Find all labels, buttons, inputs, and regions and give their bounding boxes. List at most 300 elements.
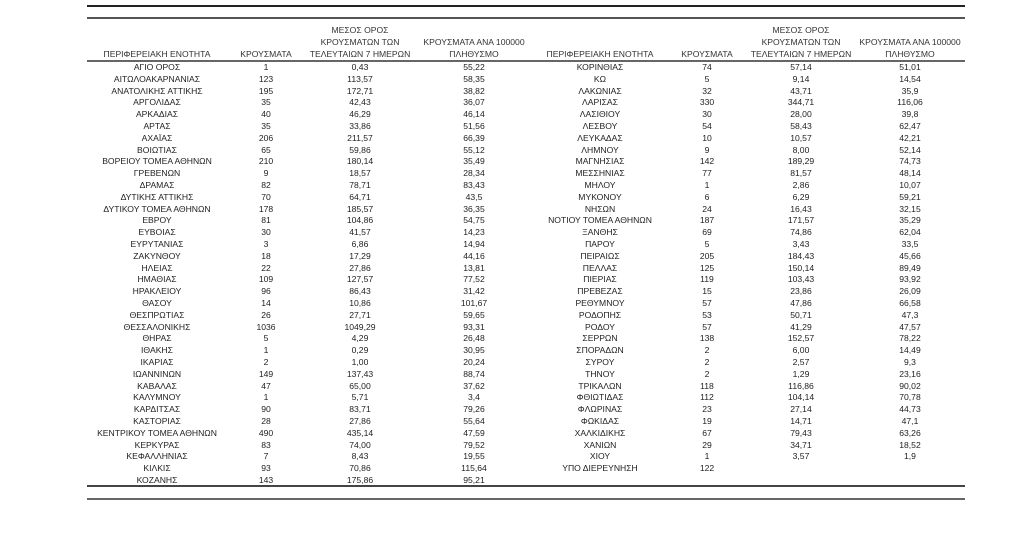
cell-per100k: 47,57 bbox=[899, 321, 921, 332]
cell-per100k: 77,52 bbox=[463, 274, 485, 285]
table-row bbox=[87, 109, 533, 121]
cell-cases: 143 bbox=[258, 474, 274, 485]
cell-cases: 35 bbox=[261, 120, 271, 131]
right-table-panel bbox=[533, 24, 965, 475]
cell-cases: 138 bbox=[699, 333, 715, 344]
cell-cases: 1 bbox=[263, 392, 269, 403]
cell-per100k: 51,01 bbox=[899, 62, 921, 72]
cell-cases: 5 bbox=[704, 73, 710, 84]
cell-region: ΠΙΕΡΙΑΣ bbox=[583, 274, 617, 285]
cell-per100k: 38,82 bbox=[463, 85, 485, 96]
cell-avg7: 43,71 bbox=[790, 85, 812, 96]
table-row bbox=[533, 74, 965, 86]
cell-per100k: 32,15 bbox=[899, 203, 921, 214]
table-row bbox=[87, 322, 533, 334]
cell-cases: 2 bbox=[263, 356, 269, 367]
bottom-rule-secondary bbox=[87, 498, 965, 500]
table-row bbox=[533, 451, 965, 463]
cell-region: ΒΟΡΕΙΟΥ ΤΟΜΕΑ ΑΘΗΝΩΝ bbox=[102, 156, 212, 167]
header-per100k-line2: ΠΛΗΘΥΣΜΟ bbox=[885, 49, 935, 59]
table-row bbox=[87, 333, 533, 345]
cell-per100k: 79,52 bbox=[463, 439, 485, 450]
table-row bbox=[533, 286, 965, 298]
cell-cases: 35 bbox=[261, 97, 271, 108]
cell-region: ΜΑΓΝΗΣΙΑΣ bbox=[575, 156, 625, 167]
table-row bbox=[533, 440, 965, 452]
cell-region: ΗΡΑΚΛΕΙΟΥ bbox=[132, 286, 182, 297]
cell-region: ΡΟΔΟΠΗΣ bbox=[578, 309, 622, 320]
header-per100k-line1: ΚΡΟΥΣΜΑΤΑ ΑΝΑ 100000 bbox=[859, 37, 961, 47]
cell-per100k: 90,02 bbox=[899, 380, 921, 391]
cell-avg7: 6,29 bbox=[792, 191, 810, 202]
table-row bbox=[87, 168, 533, 180]
cell-avg7: 74,86 bbox=[790, 227, 812, 238]
cell-region: ΜΗΛΟΥ bbox=[584, 179, 616, 190]
cell-per100k: 59,65 bbox=[463, 309, 485, 320]
cell-cases: 3 bbox=[263, 238, 269, 249]
table-row bbox=[533, 180, 965, 192]
header-avg7-line1: ΜΕΣΟΣ ΟΡΟΣ bbox=[331, 25, 389, 35]
cell-region: ΝΟΤΙΟΥ ΤΟΜΕΑ ΑΘΗΝΩΝ bbox=[548, 215, 652, 226]
cell-cases: 5 bbox=[704, 238, 710, 249]
cell-avg7: 27,86 bbox=[349, 415, 371, 426]
table-row bbox=[87, 121, 533, 133]
cell-region: ΘΕΣΠΡΩΤΙΑΣ bbox=[129, 309, 185, 320]
cell-region: ΛΗΜΝΟΥ bbox=[581, 144, 619, 155]
cell-region: ΑΓΙΟ ΟΡΟΣ bbox=[133, 62, 181, 72]
cell-per100k: 9,3 bbox=[904, 356, 916, 367]
cell-avg7: 184,43 bbox=[787, 250, 815, 261]
cell-region: ΘΗΡΑΣ bbox=[142, 333, 172, 344]
cell-region: ΚΕΦΑΛΛΗΝΙΑΣ bbox=[126, 451, 188, 462]
table-row bbox=[87, 192, 533, 204]
cell-per100k: 48,14 bbox=[899, 168, 921, 179]
cell-avg7: 47,86 bbox=[790, 297, 812, 308]
cell-per100k: 14,94 bbox=[463, 238, 485, 249]
cell-cases: 330 bbox=[699, 97, 715, 108]
cell-avg7: 113,57 bbox=[347, 73, 373, 84]
cell-region: ΝΗΣΩΝ bbox=[584, 203, 616, 214]
table-row bbox=[87, 263, 533, 275]
cell-per100k: 83,43 bbox=[463, 179, 485, 190]
table-row bbox=[533, 381, 965, 393]
cell-cases: 125 bbox=[699, 262, 715, 273]
header-avg7-line2: ΚΡΟΥΣΜΑΤΩΝ ΤΩΝ bbox=[761, 37, 841, 47]
cell-cases: 205 bbox=[699, 250, 715, 261]
cell-cases: 1 bbox=[263, 62, 269, 72]
header-per100k bbox=[415, 24, 533, 61]
cell-per100k: 14,54 bbox=[899, 73, 921, 84]
cell-region: ΑΝΑΤΟΛΙΚΗΣ ΑΤΤΙΚΗΣ bbox=[111, 85, 203, 96]
cell-cases: 122 bbox=[699, 463, 715, 474]
table-row bbox=[533, 97, 965, 109]
table-row bbox=[533, 369, 965, 381]
table-row bbox=[533, 215, 965, 227]
cell-per100k: 39,8 bbox=[901, 109, 919, 120]
cell-cases: 96 bbox=[261, 286, 271, 297]
cell-cases: 28 bbox=[261, 415, 271, 426]
cell-avg7: 17,29 bbox=[349, 250, 371, 261]
cell-per100k: 54,75 bbox=[463, 215, 485, 226]
cell-region: ΛΑΡΙΣΑΣ bbox=[582, 97, 618, 108]
cell-per100k: 101,67 bbox=[460, 297, 488, 308]
cell-region: ΑΡΓΟΛΙΔΑΣ bbox=[133, 97, 181, 108]
cell-avg7: 28,00 bbox=[790, 109, 812, 120]
cell-region: ΧΑΛΚΙΔΙΚΗΣ bbox=[574, 427, 626, 438]
cell-avg7: 175,86 bbox=[346, 474, 374, 485]
cell-per100k: 36,07 bbox=[463, 97, 485, 108]
cell-cases: 9 bbox=[704, 144, 710, 155]
cell-region: ΣΕΡΡΩΝ bbox=[582, 333, 618, 344]
cell-region: ΗΜΑΘΙΑΣ bbox=[137, 274, 177, 285]
table-row bbox=[533, 416, 965, 428]
cell-per100k: 55,64 bbox=[463, 415, 485, 426]
header-row bbox=[533, 24, 965, 61]
cell-avg7: 4,29 bbox=[351, 333, 369, 344]
cell-per100k: 63,26 bbox=[899, 427, 921, 438]
table-row bbox=[533, 428, 965, 440]
table-row bbox=[87, 416, 533, 428]
cell-avg7: 50,71 bbox=[790, 309, 812, 320]
cell-per100k: 19,55 bbox=[463, 451, 485, 462]
cell-region: ΚΕΡΚΥΡΑΣ bbox=[134, 439, 180, 450]
cell-per100k: 42,21 bbox=[899, 132, 921, 143]
table-row bbox=[533, 357, 965, 369]
table-row bbox=[87, 345, 533, 357]
cell-region: ΑΙΤΩΛΟΑΚΑΡΝΑΝΙΑΣ bbox=[113, 73, 201, 84]
cell-cases: 81 bbox=[261, 215, 271, 226]
cell-region: ΞΑΝΘΗΣ bbox=[582, 227, 618, 238]
cell-per100k: 1,9 bbox=[904, 451, 916, 462]
cell-cases: 6 bbox=[704, 191, 710, 202]
cell-region: ΠΕΙΡΑΙΩΣ bbox=[580, 250, 620, 261]
cell-per100k: 37,62 bbox=[463, 380, 485, 391]
table-row bbox=[533, 345, 965, 357]
cell-avg7 bbox=[747, 463, 855, 475]
cell-avg7: 8,00 bbox=[792, 144, 810, 155]
top-rule bbox=[87, 5, 965, 7]
table-row bbox=[87, 274, 533, 286]
cell-cases: 118 bbox=[700, 380, 714, 391]
cell-per100k: 47,1 bbox=[901, 415, 919, 426]
cell-avg7: 189,29 bbox=[787, 156, 815, 167]
cell-per100k: 14,23 bbox=[463, 227, 485, 238]
table-row bbox=[87, 286, 533, 298]
cell-avg7: 59,86 bbox=[349, 144, 371, 155]
cell-per100k: 88,74 bbox=[463, 368, 485, 379]
cell-avg7: 46,29 bbox=[349, 109, 371, 120]
cell-avg7: 2,86 bbox=[792, 179, 810, 190]
cell-per100k: 52,14 bbox=[899, 144, 921, 155]
table-row bbox=[87, 298, 533, 310]
cell-region: ΗΛΕΙΑΣ bbox=[141, 262, 173, 273]
table-row bbox=[533, 322, 965, 334]
cell-avg7: 65,00 bbox=[349, 380, 371, 391]
cell-cases: 32 bbox=[702, 85, 712, 96]
cell-region: ΙΚΑΡΙΑΣ bbox=[140, 356, 174, 367]
cell-per100k: 36,35 bbox=[463, 203, 485, 214]
table-row bbox=[87, 428, 533, 440]
cell-per100k: 59,21 bbox=[899, 191, 921, 202]
cell-avg7: 81,57 bbox=[790, 168, 812, 179]
table-row bbox=[87, 381, 533, 393]
cell-region: ΜΥΚΟΝΟΥ bbox=[578, 191, 622, 202]
table-row bbox=[533, 310, 965, 322]
header-region: ΠΕΡΙΦΕΡΕΙΑΚΗ ΕΝΟΤΗΤΑ bbox=[533, 24, 667, 61]
cell-avg7: 10,86 bbox=[349, 297, 371, 308]
cell-per100k: 93,92 bbox=[899, 274, 921, 285]
cell-avg7: 137,43 bbox=[346, 368, 374, 379]
table-row bbox=[87, 204, 533, 216]
table-row bbox=[87, 86, 533, 98]
table-row bbox=[533, 192, 965, 204]
cell-per100k: 62,04 bbox=[899, 227, 921, 238]
table-row bbox=[533, 333, 965, 345]
table-row bbox=[533, 251, 965, 263]
cell-per100k: 26,09 bbox=[899, 286, 921, 297]
cell-cases: 77 bbox=[702, 168, 712, 179]
cell-avg7: 116,86 bbox=[788, 380, 814, 391]
table-row bbox=[87, 61, 533, 74]
cell-region: ΘΑΣΟΥ bbox=[142, 297, 172, 308]
cell-cases: 187 bbox=[699, 215, 715, 226]
cell-region: ΕΒΡΟΥ bbox=[142, 215, 172, 226]
cell-per100k: 35,49 bbox=[463, 156, 485, 167]
cell-per100k: 44,16 bbox=[463, 250, 485, 261]
cell-avg7: 6,00 bbox=[792, 345, 810, 356]
header-avg7 bbox=[305, 24, 415, 61]
table-row bbox=[87, 145, 533, 157]
table-row bbox=[533, 61, 965, 74]
cell-region: ΓΡΕΒΕΝΩΝ bbox=[133, 168, 181, 179]
cell-avg7: 104,14 bbox=[787, 392, 815, 403]
cell-avg7: 1,00 bbox=[351, 356, 369, 367]
table-row bbox=[87, 239, 533, 251]
table-row bbox=[533, 121, 965, 133]
cell-avg7: 435,14 bbox=[346, 427, 374, 438]
table-row bbox=[533, 227, 965, 239]
cell-avg7: 185,57 bbox=[346, 203, 374, 214]
cell-avg7: 14,71 bbox=[790, 415, 812, 426]
cell-cases: 2 bbox=[704, 345, 710, 356]
cell-per100k: 95,21 bbox=[463, 474, 485, 485]
cell-cases: 29 bbox=[702, 439, 712, 450]
table-row bbox=[533, 392, 965, 404]
left-table-body bbox=[87, 61, 533, 487]
cell-avg7: 57,14 bbox=[790, 62, 812, 72]
cell-cases: 206 bbox=[258, 132, 274, 143]
cell-region: ΙΘΑΚΗΣ bbox=[141, 345, 173, 356]
table-row bbox=[87, 463, 533, 475]
cell-cases: 26 bbox=[261, 309, 271, 320]
cell-avg7: 16,43 bbox=[790, 203, 812, 214]
header-per100k bbox=[855, 24, 965, 61]
cell-per100k: 45,66 bbox=[899, 250, 921, 261]
cell-region: ΚΟΡΙΝΘΙΑΣ bbox=[576, 62, 624, 72]
cell-per100k: 43,5 bbox=[465, 191, 483, 202]
cell-region: ΦΛΩΡΙΝΑΣ bbox=[577, 404, 623, 415]
cell-per100k: 26,48 bbox=[463, 333, 485, 344]
cell-region: ΔΥΤΙΚΟΥ ΤΟΜΕΑ ΑΘΗΝΩΝ bbox=[103, 203, 211, 214]
cell-per100k: 47,59 bbox=[463, 427, 485, 438]
cell-per100k: 58,35 bbox=[463, 73, 485, 84]
cell-cases: 57 bbox=[702, 297, 712, 308]
top-rule-secondary bbox=[87, 17, 965, 19]
cell-per100k: 66,58 bbox=[899, 297, 921, 308]
header-cases: ΚΡΟΥΣΜΑΤΑ bbox=[667, 24, 747, 61]
cell-region: ΡΟΔΟΥ bbox=[585, 321, 615, 332]
cell-per100k: 28,34 bbox=[463, 168, 485, 179]
header-region: ΠΕΡΙΦΕΡΕΙΑΚΗ ΕΝΟΤΗΤΑ bbox=[87, 24, 227, 61]
cases-table-left bbox=[87, 24, 533, 487]
cell-avg7: 18,57 bbox=[349, 168, 371, 179]
header-cases: ΚΡΟΥΣΜΑΤΑ bbox=[227, 24, 305, 61]
table-row bbox=[87, 357, 533, 369]
cell-cases: 1 bbox=[263, 345, 269, 356]
cell-cases: 14 bbox=[261, 297, 271, 308]
cell-region: ΚΑΣΤΟΡΙΑΣ bbox=[133, 415, 181, 426]
cell-cases: 2 bbox=[704, 368, 710, 379]
cell-region: ΠΕΛΛΑΣ bbox=[582, 262, 618, 273]
cell-per100k: 55,12 bbox=[463, 144, 485, 155]
header-avg7-line3: ΤΕΛΕΥΤΑΙΩΝ 7 ΗΜΕΡΩΝ bbox=[309, 49, 411, 59]
table-row bbox=[87, 392, 533, 404]
cell-per100k: 14,49 bbox=[899, 345, 921, 356]
cell-avg7: 180,14 bbox=[346, 156, 374, 167]
cell-per100k: 35,29 bbox=[899, 215, 921, 226]
cell-cases: 178 bbox=[258, 203, 274, 214]
table-row bbox=[533, 145, 965, 157]
header-per100k-line1: ΚΡΟΥΣΜΑΤΑ ΑΝΑ 100000 bbox=[423, 37, 525, 47]
cell-per100k: 30,95 bbox=[463, 345, 485, 356]
cell-per100k bbox=[855, 463, 965, 475]
cell-per100k: 18,52 bbox=[899, 439, 921, 450]
cell-cases: 10 bbox=[702, 132, 712, 143]
table-row bbox=[87, 133, 533, 145]
bottom-rule bbox=[87, 485, 965, 487]
table-row bbox=[533, 156, 965, 168]
cell-cases: 74 bbox=[702, 62, 712, 72]
cell-region: ΘΕΣΣΑΛΟΝΙΚΗΣ bbox=[123, 321, 191, 332]
cell-cases: 54 bbox=[702, 120, 712, 131]
cell-cases: 93 bbox=[261, 463, 271, 474]
table-row bbox=[87, 451, 533, 463]
cell-region: ΑΧΑΪΑΣ bbox=[141, 132, 173, 143]
cell-cases: 7 bbox=[263, 451, 269, 462]
cell-cases: 65 bbox=[261, 144, 271, 155]
cell-per100k: 115,64 bbox=[461, 463, 487, 474]
cell-avg7: 42,43 bbox=[349, 97, 371, 108]
header-avg7-line1: ΜΕΣΟΣ ΟΡΟΣ bbox=[772, 25, 830, 35]
cell-cases: 90 bbox=[261, 404, 271, 415]
header-row bbox=[87, 24, 533, 61]
cell-region: ΧΑΝΙΩΝ bbox=[583, 439, 617, 450]
header-per100k-line2: ΠΛΗΘΥΣΜΟ bbox=[449, 49, 499, 59]
cell-per100k: 33,5 bbox=[901, 238, 919, 249]
cell-avg7: 344,71 bbox=[787, 97, 815, 108]
cell-region: ΤΗΝΟΥ bbox=[585, 368, 615, 379]
cell-avg7: 27,86 bbox=[349, 262, 371, 273]
table-row bbox=[87, 180, 533, 192]
cell-avg7: 74,00 bbox=[349, 439, 371, 450]
cell-region: ΧΙΟΥ bbox=[589, 451, 611, 462]
header-avg7 bbox=[747, 24, 855, 61]
cell-cases: 9 bbox=[263, 168, 269, 179]
cell-region: ΣΠΟΡΑΔΩΝ bbox=[576, 345, 624, 356]
cell-region: ΛΕΣΒΟΥ bbox=[582, 120, 618, 131]
cell-region: ΖΑΚΥΝΘΟΥ bbox=[133, 250, 181, 261]
right-table-body bbox=[533, 61, 965, 475]
cell-region: ΕΥΡΥΤΑΝΙΑΣ bbox=[130, 238, 184, 249]
cell-avg7: 5,71 bbox=[351, 392, 369, 403]
cell-region: ΚΟΖΑΝΗΣ bbox=[136, 474, 178, 485]
cell-avg7: 6,86 bbox=[351, 238, 369, 249]
cell-region: ΑΡΤΑΣ bbox=[143, 120, 171, 131]
cell-cases: 18 bbox=[261, 250, 271, 261]
cell-avg7: 86,43 bbox=[349, 286, 371, 297]
header-avg7-line3: ΤΕΛΕΥΤΑΙΩΝ 7 ΗΜΕΡΩΝ bbox=[750, 49, 852, 59]
cell-per100k: 93,31 bbox=[463, 321, 485, 332]
cell-region: ΑΡΚΑΔΙΑΣ bbox=[135, 109, 179, 120]
table-row bbox=[533, 298, 965, 310]
cell-avg7: 9,14 bbox=[792, 73, 810, 84]
table-row bbox=[87, 97, 533, 109]
cell-avg7: 34,71 bbox=[790, 439, 812, 450]
cell-region: ΚΩ bbox=[593, 73, 607, 84]
cell-avg7: 104,86 bbox=[346, 215, 374, 226]
table-row bbox=[87, 251, 533, 263]
cell-avg7: 171,57 bbox=[787, 215, 815, 226]
table-row bbox=[533, 404, 965, 416]
cell-region: ΠΡΕΒΕΖΑΣ bbox=[577, 286, 623, 297]
cell-cases: 15 bbox=[702, 286, 712, 297]
header-avg7-line2: ΚΡΟΥΣΜΑΤΩΝ ΤΩΝ bbox=[320, 37, 400, 47]
cell-region: ΒΟΙΩΤΙΑΣ bbox=[137, 144, 177, 155]
cell-region: ΦΩΚΙΔΑΣ bbox=[580, 415, 620, 426]
table-row bbox=[533, 463, 965, 475]
cell-cases: 210 bbox=[258, 156, 274, 167]
cell-avg7: 150,14 bbox=[787, 262, 815, 273]
cell-avg7: 83,71 bbox=[349, 404, 371, 415]
cell-region: ΦΘΙΩΤΙΔΑΣ bbox=[576, 392, 624, 403]
cell-region: ΔΡΑΜΑΣ bbox=[139, 179, 175, 190]
table-row bbox=[533, 109, 965, 121]
cell-per100k: 31,42 bbox=[463, 286, 485, 297]
cell-region: ΛΑΣΙΘΙΟΥ bbox=[579, 109, 621, 120]
cell-cases: 69 bbox=[702, 227, 712, 238]
cell-cases: 119 bbox=[700, 274, 714, 285]
cell-per100k: 3,4 bbox=[468, 392, 480, 403]
cell-region: ΚΑΒΑΛΑΣ bbox=[137, 380, 177, 391]
cell-region: ΤΡΙΚΑΛΩΝ bbox=[578, 380, 622, 391]
cell-region: ΚΑΡΔΙΤΣΑΣ bbox=[133, 404, 181, 415]
cell-cases: 19 bbox=[702, 415, 712, 426]
cell-avg7: 79,43 bbox=[790, 427, 812, 438]
cell-avg7: 0,29 bbox=[351, 345, 369, 356]
cell-cases: 30 bbox=[261, 227, 271, 238]
cell-cases: 1 bbox=[704, 179, 710, 190]
cell-avg7: 23,86 bbox=[790, 286, 812, 297]
table-row bbox=[533, 274, 965, 286]
cell-cases: 112 bbox=[700, 392, 714, 403]
table-row bbox=[87, 156, 533, 168]
cell-per100k: 20,24 bbox=[463, 356, 485, 367]
table-row bbox=[533, 263, 965, 275]
table-row bbox=[533, 204, 965, 216]
cell-cases: 83 bbox=[261, 439, 271, 450]
cell-cases: 47 bbox=[261, 380, 271, 391]
cell-avg7: 3,57 bbox=[792, 451, 810, 462]
